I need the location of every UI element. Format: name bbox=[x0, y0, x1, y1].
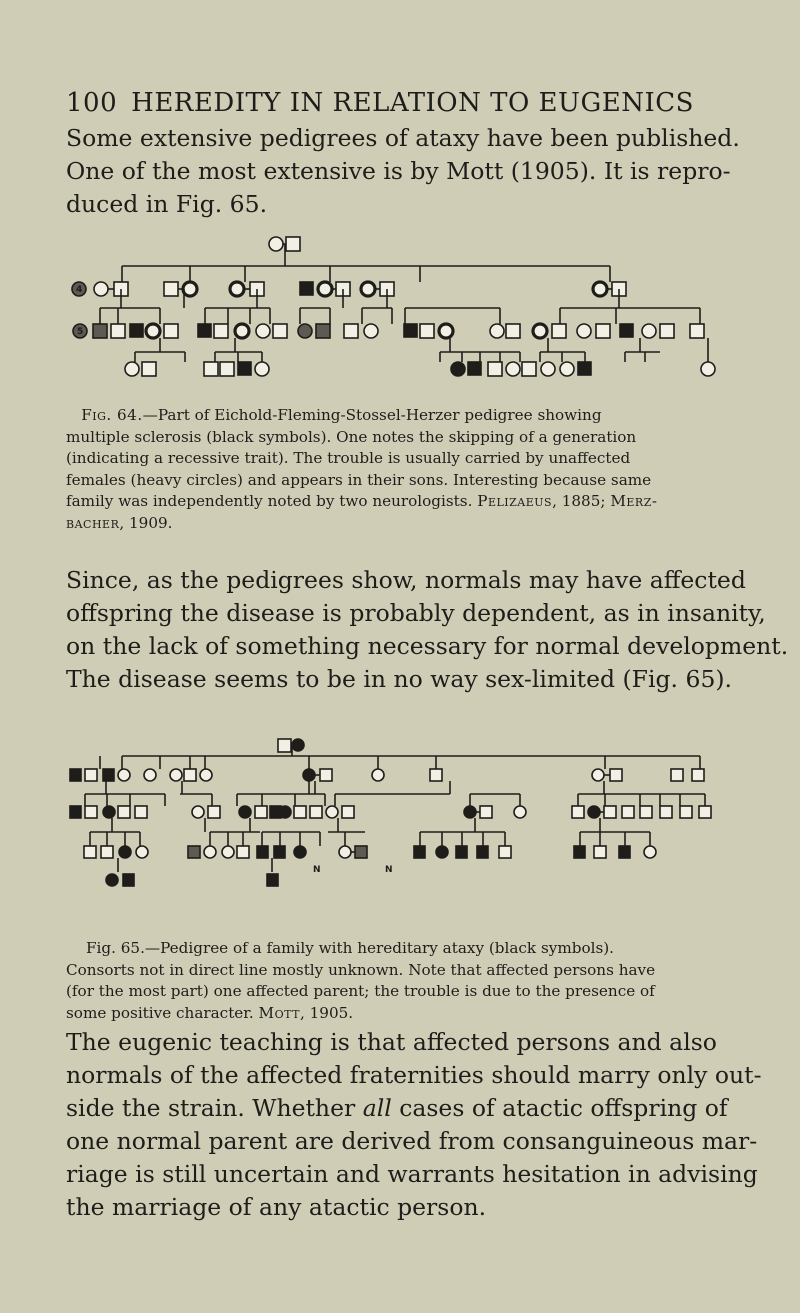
pedigree-affected-female bbox=[103, 806, 115, 818]
pedigree-affected-male bbox=[257, 846, 268, 858]
pedigree-affected-female bbox=[451, 362, 465, 376]
pedigree-male bbox=[680, 806, 692, 818]
pedigree-female bbox=[490, 324, 504, 338]
pedigree-affected-female bbox=[303, 769, 315, 781]
pedigree-affected-male bbox=[414, 846, 425, 858]
pedigree-affected-male bbox=[103, 769, 114, 781]
pedigree-mark: N bbox=[313, 865, 321, 875]
pedigree-female bbox=[541, 362, 555, 376]
caption-year: , 1905. bbox=[299, 1003, 354, 1022]
pedigree-affected-male bbox=[70, 806, 81, 818]
pedigree-male bbox=[640, 806, 652, 818]
pedigree-carrier-female bbox=[361, 282, 375, 296]
pedigree-male bbox=[164, 282, 178, 296]
pedigree-female bbox=[256, 324, 270, 338]
pedigree-male bbox=[690, 324, 704, 338]
pedigree-affected-female bbox=[292, 739, 304, 751]
pedigree-carrier-female bbox=[146, 324, 160, 338]
pedigree-affected-male bbox=[238, 362, 251, 375]
caption-authors: —Part of Eichold-Fleming-Stossel-Herzer bbox=[142, 406, 460, 424]
running-title: HEREDITY IN RELATION TO EUGENICS bbox=[131, 88, 694, 118]
pedigree-affected-female bbox=[239, 806, 251, 818]
pedigree-affected-male bbox=[578, 362, 591, 375]
pedigree-affected-male bbox=[619, 846, 630, 858]
paragraph-middle bbox=[66, 564, 788, 696]
pedigree-male bbox=[286, 237, 300, 251]
pedigree-mark: N bbox=[385, 865, 393, 875]
pedigree-male bbox=[699, 806, 711, 818]
pedigree-female bbox=[326, 806, 338, 818]
pedigree-male-marked bbox=[93, 324, 107, 338]
pedigree-male bbox=[273, 324, 287, 338]
caption-reference: Mott bbox=[258, 1003, 300, 1022]
page-number: 100 bbox=[66, 88, 118, 118]
pedigree-affected-male bbox=[468, 362, 481, 375]
pedigree-male bbox=[278, 739, 291, 752]
pedigree-female bbox=[506, 362, 520, 376]
pedigree-male bbox=[85, 806, 97, 818]
paragraph-line: on the lack of something necessary for normal development. bbox=[66, 632, 789, 660]
emphasized-word: all bbox=[362, 1094, 392, 1122]
paragraph-line: riage is still uncertain and warrants hesitation in advising bbox=[66, 1160, 758, 1188]
caption-text: pedigree showing bbox=[464, 406, 602, 424]
pedigree-male bbox=[506, 324, 520, 338]
pedigree-affected-male bbox=[70, 769, 81, 781]
caption-reference: Merz- bbox=[610, 492, 658, 510]
pedigree-affected-female bbox=[294, 846, 306, 858]
pedigree-male bbox=[344, 324, 358, 338]
pedigree-female bbox=[125, 362, 139, 376]
caption-line: multiple sclerosis (black symbols). One notes the skipping of a generation bbox=[66, 427, 637, 446]
figure-64-pedigree bbox=[0, 232, 800, 402]
pedigree-female bbox=[204, 846, 216, 858]
caption-line bbox=[66, 405, 657, 427]
pedigree-female bbox=[339, 846, 351, 858]
caption-line: Fig. 65.—Pedigree of a family with hereditary ataxy (black symbols). bbox=[86, 939, 614, 957]
running-header bbox=[66, 88, 694, 118]
pedigree-male bbox=[214, 324, 228, 338]
pedigree-male bbox=[480, 806, 492, 818]
caption-year: , 1885; bbox=[552, 492, 606, 510]
pedigree-male bbox=[184, 769, 196, 781]
pedigree-female bbox=[269, 237, 283, 251]
pedigree-carrier-female bbox=[318, 282, 332, 296]
pedigree-affected-male bbox=[620, 324, 633, 337]
pedigree-male bbox=[660, 806, 672, 818]
pedigree-male bbox=[499, 846, 511, 858]
figure-65-pedigree bbox=[0, 734, 800, 934]
pedigree-carrier-female bbox=[183, 282, 197, 296]
pedigree-female bbox=[192, 806, 204, 818]
pedigree-carrier-female bbox=[593, 282, 607, 296]
caption-line bbox=[66, 1003, 655, 1025]
pedigree-carrier-female bbox=[533, 324, 547, 338]
pedigree-male bbox=[342, 806, 354, 818]
pedigree-male bbox=[522, 362, 536, 376]
pedigree-male bbox=[135, 806, 147, 818]
paragraph-line: The disease seems to be in no way sex-limited (Fig. 65). bbox=[66, 665, 733, 693]
paragraph-line: duced in Fig. 65. bbox=[66, 190, 268, 218]
pedigree-female bbox=[255, 362, 269, 376]
pedigree-mark: 4 bbox=[76, 285, 83, 295]
pedigree-male bbox=[204, 362, 218, 376]
paragraph-line: the marriage of any atactic person. bbox=[66, 1193, 487, 1221]
paragraph-line: one normal parent are derived from consanguineous mar- bbox=[66, 1127, 758, 1155]
pedigree-female bbox=[642, 324, 656, 338]
paragraph-line: The eugenic teaching is that affected persons and also bbox=[66, 1028, 717, 1056]
pedigree-male bbox=[572, 806, 584, 818]
pedigree-carrier-female bbox=[439, 324, 453, 338]
paragraph-line: side the strain. Whether all cases of atactic offspring of bbox=[66, 1094, 728, 1122]
pedigree-male bbox=[310, 806, 322, 818]
pedigree-female bbox=[577, 324, 591, 338]
pedigree-male bbox=[692, 769, 704, 781]
pedigree-female bbox=[136, 846, 148, 858]
pedigree-female bbox=[222, 846, 234, 858]
pedigree-affected-female bbox=[436, 846, 448, 858]
caption-reference: bacher bbox=[66, 513, 120, 532]
pedigree-male bbox=[622, 806, 634, 818]
pedigree-male bbox=[430, 769, 442, 781]
pedigree-female bbox=[592, 769, 604, 781]
pedigree-male bbox=[101, 846, 113, 858]
pedigree-affected-female bbox=[106, 874, 118, 886]
pedigree-male bbox=[488, 362, 502, 376]
caption-line bbox=[66, 513, 657, 535]
pedigree-affected-female bbox=[588, 806, 600, 818]
pedigree-male bbox=[660, 324, 674, 338]
pedigree-female bbox=[701, 362, 715, 376]
caption-line: Consorts not in direct line mostly unknown. Note that affected persons have bbox=[66, 960, 656, 979]
pedigree-male bbox=[594, 846, 606, 858]
pedigree-male bbox=[118, 806, 130, 818]
paragraph-line: offspring the disease is probably dependent, as in insanity, bbox=[66, 599, 766, 627]
pedigree-affected-male bbox=[267, 874, 278, 886]
pedigree-affected-male bbox=[456, 846, 467, 858]
pedigree-female bbox=[364, 324, 378, 338]
pedigree-mark: 5 bbox=[77, 327, 84, 337]
pedigree-male bbox=[164, 324, 178, 338]
figure-64-caption bbox=[66, 405, 657, 534]
pedigree-female bbox=[644, 846, 656, 858]
pedigree-male bbox=[111, 324, 125, 338]
pedigree-male-marked bbox=[188, 846, 200, 858]
pedigree-male bbox=[610, 769, 622, 781]
paragraph-intro bbox=[66, 122, 740, 221]
pedigree-male bbox=[84, 846, 96, 858]
pedigree-male-marked bbox=[316, 324, 330, 338]
paragraph-line: Some extensive pedigrees of ataxy have been published. bbox=[66, 124, 740, 152]
pedigree-affected-male bbox=[300, 282, 313, 295]
pedigree-female bbox=[118, 769, 130, 781]
pedigree-carrier-female bbox=[230, 282, 244, 296]
pedigree-female bbox=[200, 769, 212, 781]
pedigree-male bbox=[604, 806, 616, 818]
pedigree-affected-female bbox=[119, 846, 131, 858]
pedigree-affected-female bbox=[464, 806, 476, 818]
pedigree-affected-male bbox=[574, 846, 585, 858]
pedigree-male bbox=[85, 769, 97, 781]
pedigree-carrier-female bbox=[235, 324, 249, 338]
pedigree-female bbox=[170, 769, 182, 781]
caption-text: some positive character. bbox=[66, 1003, 254, 1022]
pedigree-affected-male bbox=[198, 324, 211, 337]
caption-year: , 1909. bbox=[119, 513, 173, 532]
caption-line bbox=[66, 491, 657, 513]
pedigree-male bbox=[420, 324, 434, 338]
pedigree-affected-male bbox=[404, 324, 417, 337]
pedigree-male bbox=[552, 324, 566, 338]
paragraph-line: normals of the affected fraternities should marry only out- bbox=[66, 1061, 762, 1089]
pedigree-female bbox=[372, 769, 384, 781]
pedigree-male bbox=[320, 769, 332, 781]
pedigree-male bbox=[294, 806, 306, 818]
pedigree-female bbox=[514, 806, 526, 818]
paragraph-closing bbox=[66, 1026, 762, 1224]
pedigree-affected-male bbox=[477, 846, 488, 858]
caption-reference: Pelizaeus bbox=[477, 492, 553, 510]
pedigree-male bbox=[220, 362, 234, 376]
paragraph-line: One of the most extensive is by Mott (1905). It is repro- bbox=[66, 157, 731, 185]
pedigree-male bbox=[255, 806, 267, 818]
caption-text: family was independently noted by two neurologists. bbox=[66, 492, 473, 510]
figure-label: Fig. 64. bbox=[81, 406, 143, 424]
caption-line: (indicating a recessive trait). The trouble is usually carried by unaffected bbox=[66, 449, 631, 467]
pedigree-female-marked bbox=[298, 324, 312, 338]
figure-65-caption bbox=[66, 938, 655, 1024]
paragraph-line: Since, as the pedigrees show, normals may have affected bbox=[66, 566, 746, 594]
pedigree-male bbox=[671, 769, 683, 781]
pedigree-female bbox=[144, 769, 156, 781]
pedigree-male bbox=[237, 846, 249, 858]
pedigree-affected-male bbox=[123, 874, 134, 886]
pedigree-female bbox=[560, 362, 574, 376]
pedigree-female bbox=[94, 282, 108, 296]
pedigree-male bbox=[208, 806, 220, 818]
pedigree-male bbox=[596, 324, 610, 338]
pedigree-affected-male bbox=[130, 324, 143, 337]
caption-line: females (heavy circles) and appears in their sons. Interesting because same bbox=[66, 470, 652, 489]
pedigree-affected-male bbox=[274, 846, 285, 858]
pedigree-male-marked bbox=[355, 846, 367, 858]
pedigree-male bbox=[142, 362, 156, 376]
pedigree-affected-female bbox=[279, 806, 291, 818]
caption-line: (for the most part) one affected parent; the trouble is due to the presence of bbox=[66, 982, 655, 1000]
